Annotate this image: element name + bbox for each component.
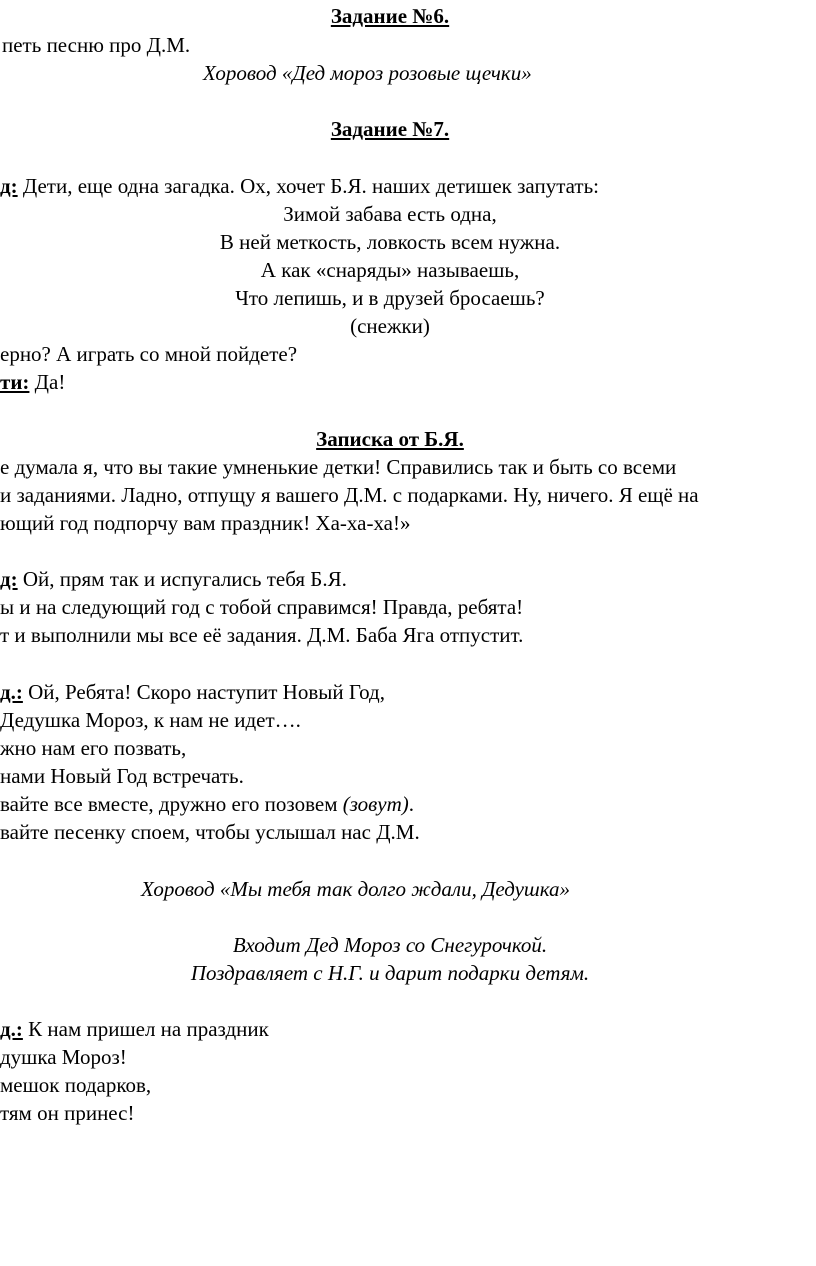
- task7-line1: [0, 173, 599, 199]
- speech-text: Ой, прям так и испугались тебя Б.Я.: [17, 567, 347, 591]
- block2-line1: [0, 566, 347, 592]
- task6-line: петь песню про Д.М.: [2, 33, 191, 57]
- task7-line2: ерно? А играть со мной пойдете?: [0, 342, 298, 366]
- block4-line1: [0, 1016, 269, 1042]
- riddle-line: В ней меткость, ловкость всем нужна.: [219, 230, 561, 254]
- block4-line3: мешок подарков,: [0, 1073, 152, 1097]
- speaker-label: д.:: [0, 1017, 23, 1041]
- block3-line3: жно нам его позвать,: [0, 736, 187, 760]
- block3-line4: нами Новый Год встречать.: [0, 764, 244, 788]
- block3-line2: Дедушка Мороз, к нам не идет….: [0, 708, 301, 732]
- riddle-line: Что лепишь, и в друзей бросаешь?: [235, 286, 545, 310]
- riddle-answer: (снежки): [350, 314, 430, 338]
- task6-heading: Задание №6.: [330, 4, 450, 28]
- riddle-line: А как «снаряды» называешь,: [260, 258, 520, 282]
- dance2-line: Хоровод «Мы тебя так долго ждали, Дедушка»: [141, 877, 571, 901]
- speech-text: К нам пришел на праздник: [22, 1017, 269, 1041]
- block4-line2: душка Мороз!: [0, 1045, 127, 1069]
- block2-line2: ы и на следующий год с тобой справимся! Правда, ребята!: [0, 595, 524, 619]
- riddle-line: Зимой забава есть одна,: [283, 202, 497, 226]
- task7-line3: [0, 369, 65, 395]
- note-line: ющий год подпорчу вам праздник! Ха-ха-ха!»: [0, 511, 411, 535]
- task7-heading: Задание №7.: [330, 117, 450, 141]
- block3-line6: вайте песенку споем, чтобы услышал нас Д.М.: [0, 820, 420, 844]
- note-heading: Записка от Б.Я.: [316, 427, 464, 451]
- speaker-label: д.:: [0, 680, 23, 704]
- punctuation: .: [408, 792, 415, 816]
- block4-line4: тям он принес!: [0, 1101, 135, 1125]
- speech-text: Дети, еще одна загадка. Ох, хочет Б.Я. наших детишек запутать:: [17, 174, 599, 198]
- stage-direction: (зовут): [342, 792, 409, 816]
- entrance-line1: Входит Дед Мороз со Снегурочкой.: [232, 933, 548, 957]
- speaker-label: д:: [0, 567, 18, 591]
- speech-text: Да!: [29, 370, 66, 394]
- entrance-line2: Поздравляет с Н.Г. и дарит подарки детям.: [190, 961, 590, 985]
- task6-dance: Хоровод «Дед мороз розовые щечки»: [203, 61, 532, 85]
- speech-text: вайте все вместе, дружно его позовем: [0, 792, 343, 816]
- speaker-label: ти:: [0, 370, 30, 394]
- note-line: и заданиями. Ладно, отпущу я вашего Д.М. с подарками. Ну, ничего. Я ещё на: [0, 483, 699, 507]
- block2-line3: т и выполнили мы все её задания. Д.М. Баба Яга отпустит.: [0, 623, 524, 647]
- speech-text: Ой, Ребята! Скоро наступит Новый Год,: [22, 680, 385, 704]
- note-line: е думала я, что вы такие умненькие детки! Справились так и быть со всеми: [0, 455, 677, 479]
- block3-line5: [0, 791, 414, 817]
- speaker-label: д:: [0, 174, 18, 198]
- block3-line1: [0, 679, 385, 705]
